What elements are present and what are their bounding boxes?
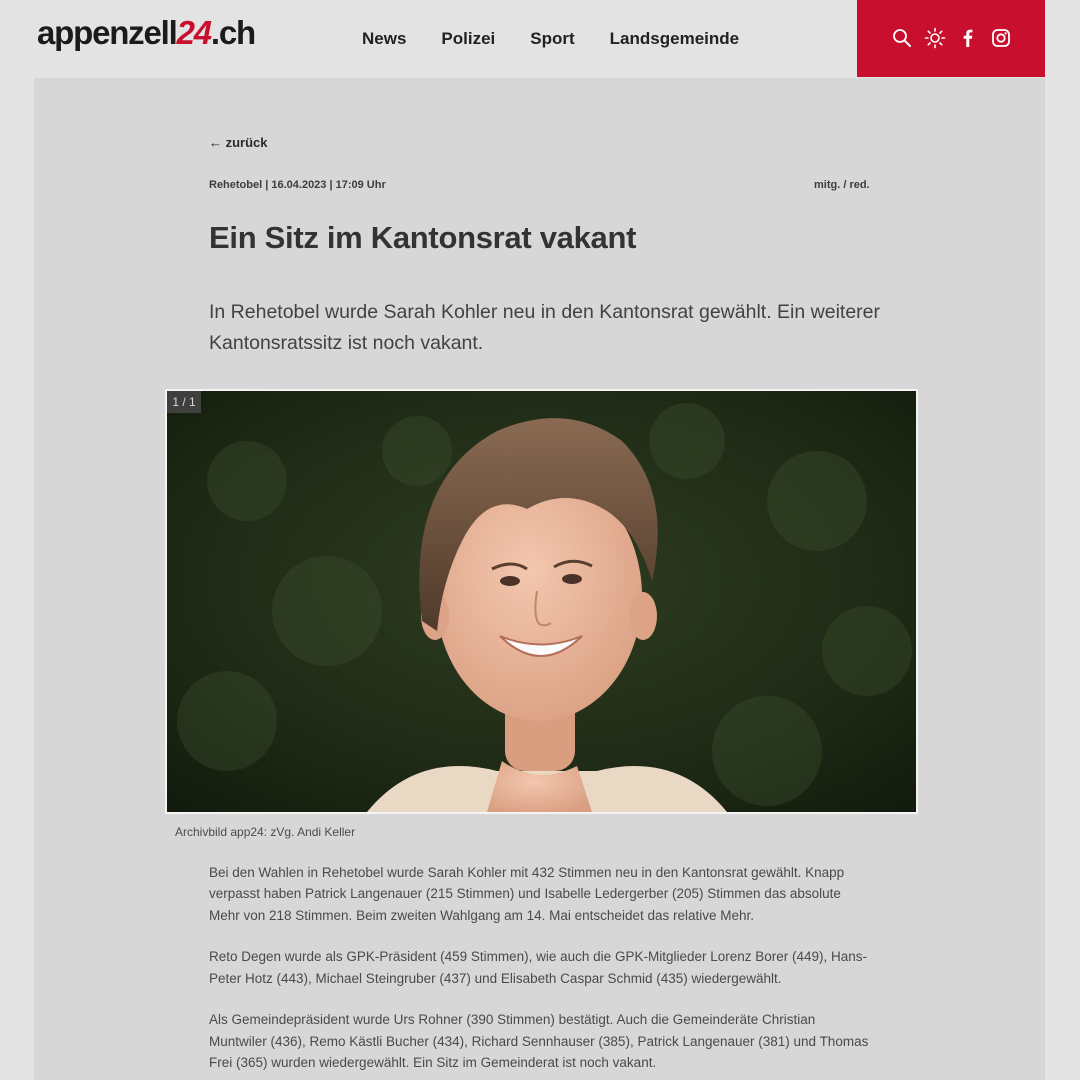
article-paragraph: Als Gemeindepräsident wurde Urs Rohner (390 Stimmen) bestätigt. Auch die Gemeinderäte Christian Muntwiler (436), Remo Kästli Bucher (434), Richard Sennhauser (385), Patrick Langenauer (381) und Thomas Frei (365) wurden wiedergewählt. Ein Sitz im Gemeinderat ist noch vakant.: [209, 1012, 869, 1071]
site-logo[interactable]: [37, 14, 255, 52]
image-caption: Archivbild app24: zVg. Andi Keller: [175, 825, 356, 839]
nav-item-news[interactable]: News: [362, 29, 407, 48]
nav-item-polizei[interactable]: Polizei: [441, 29, 496, 48]
logo-number: 24: [176, 14, 211, 51]
search-icon[interactable]: [891, 27, 913, 49]
nav-item-landsgemeinde[interactable]: Landsgemeinde: [609, 29, 740, 48]
article-body: [209, 862, 869, 1080]
brightness-icon[interactable]: [924, 27, 946, 49]
article-title: Ein Sitz im Kantonsrat vakant: [209, 220, 637, 255]
article-photo[interactable]: [165, 389, 918, 814]
main-nav: [362, 29, 774, 49]
back-link[interactable]: ← zurück: [209, 135, 268, 150]
logo-prefix: appenzell: [37, 14, 177, 51]
article-paragraph: Bei den Wahlen in Rehetobel wurde Sarah Kohler mit 432 Stimmen neu in den Kantonsrat gewählt. Knapp verpasst haben Patrick Langenauer (215 Stimmen) und Isabelle Ledergerber (205) Stimmen das absolute Mehr von 218 Stimmen. Beim zweiten Wahlgang am 14. Mai entscheidet das relative Mehr.: [209, 865, 845, 923]
header-toolbar: [857, 0, 1045, 77]
logo-suffix: .ch: [210, 14, 255, 51]
nav-item-sport[interactable]: Sport: [530, 29, 575, 48]
article-paragraph: Reto Degen wurde als GPK-Präsident (459 Stimmen), wie auch die GPK-Mitglieder Lorenz Borer (449), Hans-Peter Hotz (443), Michael Steingruber (437) und Elisabeth Caspar Schmid (435) wiedergewählt.: [209, 949, 868, 986]
article-meta: Rehetobel | 16.04.2023 | 17:09 Uhr: [209, 179, 386, 191]
facebook-icon[interactable]: [957, 27, 979, 49]
instagram-icon[interactable]: [990, 27, 1012, 49]
gallery-counter: 1 / 1: [167, 391, 201, 413]
site-header: [0, 0, 1080, 78]
article-lead: In Rehetobel wurde Sarah Kohler neu in den Kantonsrat gewählt. Ein weiterer Kantonsratssitz ist noch vakant.: [209, 301, 880, 354]
article-author: mitg. / red.: [814, 179, 870, 191]
